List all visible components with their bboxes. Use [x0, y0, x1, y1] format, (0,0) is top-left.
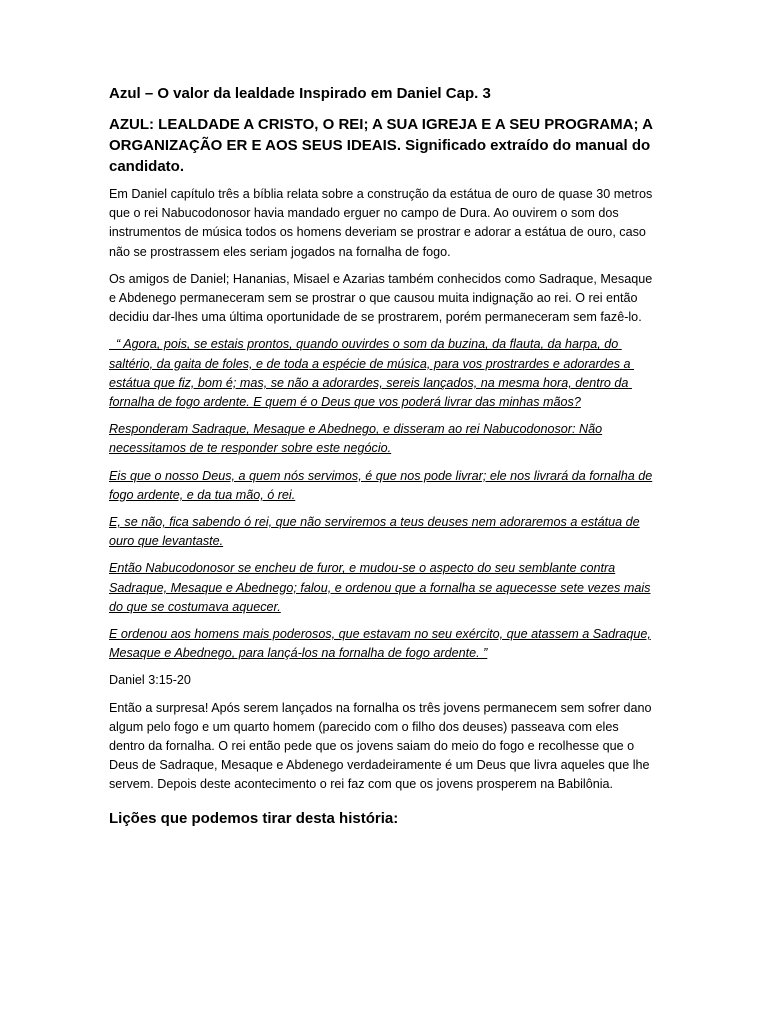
document-title: Azul – O valor da lealdade Inspirado em Daniel Cap. 3 — [109, 85, 491, 102]
scripture-quote-3: Eis que o nosso Deus, a quem nós servimos, é que nos pode livrar; ele nos livrará da fornalha de fogo ardente, e da tua mão, ó rei. — [109, 468, 653, 502]
paragraph-intro: Em Daniel capítulo três a bíblia relata sobre a construção da estátua de ouro de quase 30 metros que o rei Nabucodonosor havia mandado erguer no campo de Dura. Ao ouvirem o som dos instrumentos de música todos os homens deveriam se prostrar e adorar a estátua de ouro, caso não se prostrassem eles seriam jogados na fornalha de fogo. — [109, 187, 653, 259]
lessons-subheading: Lições que podemos tirar desta história: — [109, 809, 399, 827]
scripture-quote-2: Responderam Sadraque, Mesaque e Abednego, e disseram ao rei Nabucodonosor: Não necessitamos de te responder sobre este negócio. — [109, 422, 603, 456]
scripture-quote-1: “ Agora, pois, se estais prontos, quando ouvirdes o som da buzina, da flauta, da harpa, do saltério, da gaita de foles, e de toda a espécie de música, para vos prostrardes e adorardes a estátua que fiz, bom é; mas, se não a adorardes, sereis lançados, na mesma hora, dentro da fornalha de fogo ardente. E quem é o Deus que vos poderá livrar das minhas mãos? — [109, 337, 635, 410]
scripture-quote-5: Então Nabucodonosor se encheu de furor, e mudou-se o aspecto do seu semblante contra Sadraque, Mesaque e Abednego; falou, e ordenou que a fornalha se aquecesse sete vezes mais do que se costumava aquecer. — [109, 561, 651, 614]
paragraph-friends: Os amigos de Daniel; Hananias, Misael e Azarias também conhecidos como Sadraque, Mesaque e Abdenego permaneceram sem se prostrar o que causou muita indignação ao rei. O rei então decidiu dar-lhes uma última oportunidade de se prostrarem, porém permaneceram sem fazê-lo. — [109, 271, 653, 325]
section-heading: AZUL: LEALDADE A CRISTO, O REI; A SUA IGREJA E A SEU PROGRAMA; A ORGANIZAÇÃO ER E AOS SEUS IDEAIS. Significado extraído do manual do candidato. — [109, 116, 653, 175]
document-page — [109, 84, 654, 829]
scripture-quote-4: E, se não, fica sabendo ó rei, que não serviremos a teus deuses nem adoraremos a estátua de ouro que levantaste. — [109, 515, 640, 549]
paragraph-surprise: Então a surpresa! Após serem lançados na fornalha os três jovens permanecem sem sofrer dano algum pelo fogo e um quarto homem (parecido com o filho dos deuses) passeava com eles dentro da fornalha. O rei então pede que os jovens saiam do meio do fogo e recolhesse que o Deus de Sadraque, Mesaque e Abdenego verdadeiramente é um Deus que livra aqueles que lhe servem. Depois deste acontecimento o rei faz com que os jovens prosperem na Babilônia. — [109, 700, 652, 792]
scripture-quote-6: E ordenou aos homens mais poderosos, que estavam no seu exército, que atassem a Sadraque, Mesaque e Abednego, para lançá-los na fornalha de fogo ardente. ” — [109, 627, 651, 661]
scripture-reference: Daniel 3:15-20 — [109, 673, 191, 688]
